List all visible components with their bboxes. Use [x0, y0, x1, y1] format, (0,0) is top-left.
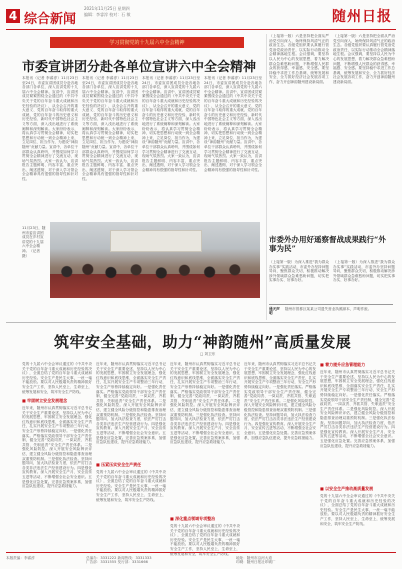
- article2-subhead-2: ■ 压紧压实安全生产责任: [96, 462, 141, 468]
- article1-photo: [50, 222, 260, 298]
- topic-banner: [50, 37, 244, 48]
- article2-author: □ 刘卫东: [200, 352, 216, 356]
- column-divider: [266, 34, 267, 320]
- public-notice-text: 随州市曾都区某某公司遗失营业执照副本，声明作废。: [285, 307, 372, 311]
- page-header: [6, 3, 396, 31]
- article2-body-col3: 近年来，随州市认真贯彻落实习近平总书记关于安全生产重要论述，坚持以人民为中心的发展思想，牢固树立安全发展理念，强化红线意识和底线思维，全面落实安全生产责任，扎实开展安全生产专项整治三年行动，安全生产形势持续稳定向好。一是强化责任落实。严格落实党政领导干部安全生产责任制，健全完善“党政同责、一岗双责、齐抓共管、失职追责”安全生产责任体系。二是强化风险防控。深入开展安全风险辨识评估，建立健全风险分级管控和隐患排查治理双重预防机制。三是强化执法检查。坚持问题导向，加大执法检查力度，依法严厉打击各类非法违法生产经营建设行为。四是强化宣传教育。深入开展安全生产月、安全宣传五进等活动，不断增强全社会安全意识。五是强化应急处置。完善应急预案体系，加强应急队伍建设，提升应急救援能力。: [170, 362, 240, 445]
- photo-caption: 11月23日，随州市委宣讲团成员在乡村宣讲党的十九届六中全会精神。（记者 摄）: [22, 226, 46, 258]
- article2-subhead-1: ■ 牢固树立安全发展理念: [22, 398, 67, 404]
- footer-address: 地址：随州市沿河大道: [236, 556, 272, 560]
- page-number: 4: [6, 9, 20, 23]
- article2-subhead-4: ■ 着力提升应急管理能力: [320, 362, 365, 368]
- footer-printer: 印刷：随州日报社印刷厂: [236, 560, 276, 564]
- masthead-logo: 随州日报: [332, 9, 392, 25]
- article2-body-col5: 近年来，随州市认真贯彻落实习近平总书记关于安全生产重要论述，坚持以人民为中心的发展思想，牢固树立安全发展理念，强化红线意识和底线思维，全面落实安全生产责任，扎实开展安全生产专项整治三年行动，安全生产形势持续稳定向好。一是强化责任落实。严格落实党政领导干部安全生产责任制，健全完善“党政同责、一岗双责、齐抓共管、失职追责”安全生产责任体系。二是强化风险防控。深入开展安全风险辨识评估，建立健全风险分级管控和隐患排查治理双重预防机制。三是强化执法检查。坚持问题导向，加大执法检查力度，依法严厉打击各类非法违法生产经营建设行为。四是强化宣传教育。深入开展安全生产月、安全宣传五进等活动，不断增强全社会安全意识。五是强化应急处置。完善应急预案体系，加强应急队伍建设，提升应急救援能力。: [320, 370, 395, 448]
- foreign-office-body-col1: （上接第一版）为深入推进“我为群众办实事”实践活动，市委外办坚持问题导向，聚焦群众关切，积极推动解决涉外领域群众急难愁盼问题，切实把实事办实、好事办好。: [269, 260, 329, 283]
- article1-body-col1: 本报讯（记者 李睿淳）11月23日至24日，市委宣讲团成员分赴各地各部门各单位，深入宣讲党的十九届六中全会精神。宣讲中，宣讲团成员紧紧围绕全会通过的《中共中央关于党的百年奋斗重大成就和历史经验的决议》，从全会召开的重大意义、党的百年奋斗取得的重大成就、党的百年奋斗的历史意义和历史经验、新时代中国特色社会主义等方面，深入浅出地进行了系统阐释和深刻解读。大家纷纷表示，将认真学习贯彻全会精神，切实把思想和行动统一到全会精神上来，立足岗位、担当作为，为建设“神韵随州”贡献力量。宣讲中，各单位干部群众认真聆听，并围绕如何学习贯彻全会精神进行了交流互动，现场气氛热烈。大家一致认为，宣讲报告主题鲜明、内容丰富、重点突出、阐述透彻，对于深入学习领会全会精神具有很强的指导性和针对性。: [22, 76, 78, 182]
- right-body-col2: （上接第一版）六是坚持把全面从严治党引向深入，始终保持风清气正的政治生态。各级党组织要认真履行管党治党政治责任，以实际行动推动全会精神落地生根。会议强调，要坚持以人民为中心的发展思想，着力解决群众急难愁盼问题，不断增强人民群众的获得感、幸福感、安全感。要坚持稳中求进工作总基调，统筹发展和安全，全力抓好经济社会发展各项工作，奋力开创神韵随州建设新局面。: [333, 34, 395, 84]
- header-rule: [6, 29, 396, 30]
- article2-title: 筑牢安全基础，助力“神韵随州”高质量发展: [54, 333, 352, 351]
- footer-phone-2: 广告部：3331555 发行部：3331666: [86, 560, 148, 564]
- header-editor: 编辑：李睿淳 校对：石 敏: [84, 12, 131, 17]
- article2-body-col5b: 党的十九届六中全会审议通过的《中共中央关于党的百年奋斗重大成就和历史经验的决议》，全面总结了党的百年奋斗重大成就和历史经验。安全生产是民生大事，一丝一毫不能放松。要以对人民极端负责的精神抓好安全生产工作，坚持人民至上、生命至上，统筹发展和安全，筑牢安全生产防线。: [320, 494, 395, 526]
- article2-body-col4: 近年来，随州市认真贯彻落实习近平总书记关于安全生产重要论述，坚持以人民为中心的发展思想，牢固树立安全发展理念，强化红线意识和底线思维，全面落实安全生产责任，扎实开展安全生产专项整治三年行动，安全生产形势持续稳定向好。一是强化责任落实。严格落实党政领导干部安全生产责任制，健全完善“党政同责、一岗双责、齐抓共管、失职追责”安全生产责任体系。二是强化风险防控。深入开展安全风险辨识评估，建立健全风险分级管控和隐患排查治理双重预防机制。三是强化执法检查。坚持问题导向，加大执法检查力度，依法严厉打击各类非法违法生产经营建设行为。四是强化宣传教育。深入开展安全生产月、安全宣传五进等活动，不断增强全社会安全意识。五是强化应急处置。完善应急预案体系，加强应急队伍建设，提升应急救援能力。: [244, 362, 316, 440]
- photo-audience: [50, 254, 260, 298]
- header-date: 2021年11月25日 星期四: [84, 6, 130, 11]
- section-title: 综合新闻: [24, 12, 77, 27]
- footer-editor: 本版责编：李睿淳: [6, 556, 35, 560]
- public-notice: [269, 304, 393, 317]
- article2-body-col2b: 党的十九届六中全会审议通过的《中共中央关于党的百年奋斗重大成就和历史经验的决议》，全面总结了党的百年奋斗重大成就和历史经验。安全生产是民生大事，一丝一毫不能放松。要以对人民极端负责的精神抓好安全生产工作，坚持人民至上、生命至上，统筹发展和安全，筑牢安全生产防线。: [96, 470, 166, 502]
- article2-body-col1: 近年来，随州市认真贯彻落实习近平总书记关于安全生产重要论述，坚持以人民为中心的发展思想，牢固树立安全发展理念，强化红线意识和底线思维，全面落实安全生产责任，扎实开展安全生产专项整治三年行动，安全生产形势持续稳定向好。一是强化责任落实。严格落实党政领导干部安全生产责任制，健全完善“党政同责、一岗双责、齐抓共管、失职追责”安全生产责任体系。二是强化风险防控。深入开展安全风险辨识评估，建立健全风险分级管控和隐患排查治理双重预防机制。三是强化执法检查。坚持问题导向，加大执法检查力度，依法严厉打击各类非法违法生产经营建设行为。四是强化宣传教育。深入开展安全生产月、安全宣传五进等活动，不断增强全社会安全意识。五是强化应急处置。完善应急预案体系，加强应急队伍建设，提升应急救援能力。: [22, 406, 92, 489]
- article1-body-col4: 本报讯（记者 李睿淳）11月23日至24日，市委宣讲团成员分赴各地各部门各单位，深入宣讲党的十九届六中全会精神。宣讲中，宣讲团成员紧紧围绕全会通过的《中共中央关于党的百年奋斗重大成就和历史经验的决议》，从全会召开的重大意义、党的百年奋斗取得的重大成就、党的百年奋斗的历史意义和历史经验、新时代中国特色社会主义等方面，深入浅出地进行了系统阐释和深刻解读。大家纷纷表示，将认真学习贯彻全会精神，切实把思想和行动统一到全会精神上来，立足岗位、担当作为，为建设“神韵随州”贡献力量。宣讲中，各单位干部群众认真聆听，并围绕如何学习贯彻全会精神进行了交流互动，现场气氛热烈。大家一致认为，宣讲报告主题鲜明、内容丰富、重点突出、阐述透彻，对于深入学习领会全会精神具有很强的指导性和针对性。: [204, 76, 262, 172]
- topic-banner-text: 学习贯彻党的十九届六中全会精神: [109, 40, 185, 46]
- article1-body-col2: 本报讯（记者 李睿淳）11月23日至24日，市委宣讲团成员分赴各地各部门各单位，深入宣讲党的十九届六中全会精神。宣讲中，宣讲团成员紧紧围绕全会通过的《中共中央关于党的百年奋斗重大成就和历史经验的决议》，从全会召开的重大意义、党的百年奋斗取得的重大成就、党的百年奋斗的历史意义和历史经验、新时代中国特色社会主义等方面，深入浅出地进行了系统阐释和深刻解读。大家纷纷表示，将认真学习贯彻全会精神，切实把思想和行动统一到全会精神上来，立足岗位、担当作为，为建设“神韵随州”贡献力量。宣讲中，各单位干部群众认真聆听，并围绕如何学习贯彻全会精神进行了交流互动，现场气氛热烈。大家一致认为，宣讲报告主题鲜明、内容丰富、重点突出、阐述透彻，对于深入学习领会全会精神具有很强的指导性和针对性。: [82, 76, 138, 182]
- photo-stage-backdrop: [110, 230, 202, 252]
- article1-body-col3: 本报讯（记者 李睿淳）11月23日至24日，市委宣讲团成员分赴各地各部门各单位，深入宣讲党的十九届六中全会精神。宣讲中，宣讲团成员紧紧围绕全会通过的《中共中央关于党的百年奋斗重大成就和历史经验的决议》，从全会召开的重大意义、党的百年奋斗取得的重大成就、党的百年奋斗的历史意义和历史经验、新时代中国特色社会主义等方面，深入浅出地进行了系统阐释和深刻解读。大家纷纷表示，将认真学习贯彻全会精神，切实把思想和行动统一到全会精神上来，立足岗位、担当作为，为建设“神韵随州”贡献力量。宣讲中，各单位干部群众认真聆听，并围绕如何学习贯彻全会精神进行了交流互动，现场气氛热烈。大家一致认为，宣讲报告主题鲜明、内容丰富、重点突出、阐述透彻，对于深入学习领会全会精神具有很强的指导性和针对性。: [142, 76, 200, 172]
- article-foreign-office-title: 市委外办用好遥察督战成果践行“外事为民”: [269, 235, 386, 253]
- article2-subhead-3: ■ 深化重点领域专项整治: [170, 516, 215, 522]
- article2-body-col3b: 党的十九届六中全会审议通过的《中共中央关于党的百年奋斗重大成就和历史经验的决议》，全面总结了党的百年奋斗重大成就和历史经验。安全生产是民生大事，一丝一毫不能放松。要以对人民极端负责的精神抓好安全生产工作，坚持人民至上、生命至上，统筹发展和安全，筑牢安全生产防线。: [170, 524, 240, 556]
- article2-body-col2: 近年来，随州市认真贯彻落实习近平总书记关于安全生产重要论述，坚持以人民为中心的发展思想，牢固树立安全发展理念，强化红线意识和底线思维，全面落实安全生产责任，扎实开展安全生产专项整治三年行动，安全生产形势持续稳定向好。一是强化责任落实。严格落实党政领导干部安全生产责任制，健全完善“党政同责、一岗双责、齐抓共管、失职追责”安全生产责任体系。二是强化风险防控。深入开展安全风险辨识评估，建立健全风险分级管控和隐患排查治理双重预防机制。三是强化执法检查。坚持问题导向，加大执法检查力度，依法严厉打击各类非法违法生产经营建设行为。四是强化宣传教育。深入开展安全生产月、安全宣传五进等活动，不断增强全社会安全意识。五是强化应急处置。完善应急预案体系，加强应急队伍建设，提升应急救援能力。: [96, 362, 166, 445]
- right-body-col1: （上接第一版）六是坚持把全面从严治党引向深入，始终保持风清气正的政治生态。各级党组织要认真履行管党治党政治责任，以实际行动推动全会精神落地生根。会议强调，要坚持以人民为中心的发展思想，着力解决群众急难愁盼问题，不断增强人民群众的获得感、幸福感、安全感。要坚持稳中求进工作总基调，统筹发展和安全，全力抓好经济社会发展各项工作，奋力开创神韵随州建设新局面。: [269, 34, 329, 84]
- article1-title: 市委宣讲团分赴各单位宣讲六中全会精神: [22, 60, 257, 75]
- foreign-office-body-col2: （上接第一版）为深入推进“我为群众办实事”实践活动，市委外办坚持问题导向，聚焦群众关切，积极推动解决涉外领域群众急难愁盼问题，切实把实事办实、好事办好。: [333, 260, 395, 283]
- page-footer: [6, 552, 396, 565]
- article2-intro: 党的十九届六中全会审议通过的《中共中央关于党的百年奋斗重大成就和历史经验的决议》，全面总结了党的百年奋斗重大成就和历史经验。安全生产是民生大事，一丝一毫不能放松。要以对人民极端负责的精神抓好安全生产工作，坚持人民至上、生命至上，统筹发展和安全，筑牢安全生产防线。: [22, 362, 92, 394]
- section-divider: [6, 322, 396, 323]
- article2-subhead-5: ■ 以安全生产推动高质量发展: [320, 486, 373, 492]
- footer-phone-1: 总编办：3331222 新闻热线：3331333: [86, 556, 152, 560]
- public-notice-tag: 通天声明: [269, 307, 280, 315]
- header-meta: [84, 6, 131, 18]
